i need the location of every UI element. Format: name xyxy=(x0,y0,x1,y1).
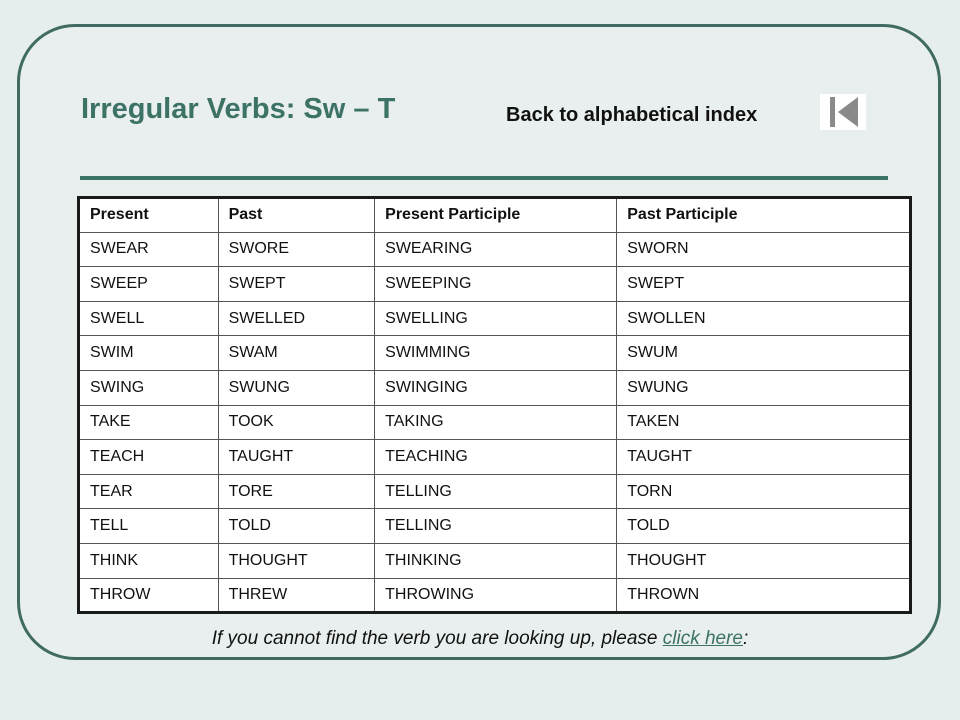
table-row xyxy=(79,474,911,509)
cell-past-participle: SWUM xyxy=(617,336,911,371)
cell-past: SWELLED xyxy=(218,301,375,336)
back-button[interactable] xyxy=(820,94,866,130)
cell-past-participle: SWUNG xyxy=(617,370,911,405)
cell-present: THROW xyxy=(79,578,219,613)
cell-past: SWUNG xyxy=(218,370,375,405)
table-row xyxy=(79,440,911,475)
cell-present: THINK xyxy=(79,543,219,578)
cell-past-participle: TAKEN xyxy=(617,405,911,440)
cell-past-participle: TORN xyxy=(617,474,911,509)
cell-present-participle: SWINGING xyxy=(375,370,617,405)
cell-present-participle: THROWING xyxy=(375,578,617,613)
page-title: Irregular Verbs: Sw – T xyxy=(81,93,396,125)
cell-present: SWELL xyxy=(79,301,219,336)
footer-colon: : xyxy=(743,628,749,649)
cell-past: THOUGHT xyxy=(218,543,375,578)
header-present-participle: Present Participle xyxy=(375,198,617,233)
cell-present: SWEEP xyxy=(79,267,219,302)
cell-present: SWIM xyxy=(79,336,219,371)
skip-to-start-icon xyxy=(820,94,866,130)
cell-past: TOOK xyxy=(218,405,375,440)
footer-text: If you cannot find the verb you are looking up, please xyxy=(211,628,663,649)
cell-past-participle: THROWN xyxy=(617,578,911,613)
table-body xyxy=(79,232,911,613)
cell-present-participle: TEACHING xyxy=(375,440,617,475)
table-row xyxy=(79,301,911,336)
back-to-index-link[interactable]: Back to alphabetical index xyxy=(506,104,758,126)
cell-present-participle: SWIMMING xyxy=(375,336,617,371)
cell-present: SWING xyxy=(79,370,219,405)
table-row xyxy=(79,232,911,267)
cell-past-participle: THOUGHT xyxy=(617,543,911,578)
cell-present: SWEAR xyxy=(79,232,219,267)
irregular-verbs-table xyxy=(77,196,912,614)
cell-present-participle: TAKING xyxy=(375,405,617,440)
cell-past: SWORE xyxy=(218,232,375,267)
cell-past: SWAM xyxy=(218,336,375,371)
table-row xyxy=(79,336,911,371)
header-past-participle: Past Participle xyxy=(617,198,911,233)
cell-past: TAUGHT xyxy=(218,440,375,475)
cell-past-participle: SWEPT xyxy=(617,267,911,302)
cell-past: TORE xyxy=(218,474,375,509)
cell-present-participle: TELLING xyxy=(375,509,617,544)
cell-past: SWEPT xyxy=(218,267,375,302)
cell-past-participle: TOLD xyxy=(617,509,911,544)
click-here-link[interactable]: click here xyxy=(662,628,743,649)
header-past: Past xyxy=(218,198,375,233)
cell-past: THREW xyxy=(218,578,375,613)
cell-present: TELL xyxy=(79,509,219,544)
table-header-row xyxy=(79,198,911,233)
cell-present-participle: SWELLING xyxy=(375,301,617,336)
cell-present: TAKE xyxy=(79,405,219,440)
cell-present-participle: THINKING xyxy=(375,543,617,578)
cell-present-participle: SWEARING xyxy=(375,232,617,267)
table-row xyxy=(79,509,911,544)
cell-present-participle: SWEEPING xyxy=(375,267,617,302)
table-row xyxy=(79,578,911,613)
table-row xyxy=(79,405,911,440)
table-row xyxy=(79,543,911,578)
title-divider xyxy=(80,176,888,180)
cell-present: TEACH xyxy=(79,440,219,475)
cell-past-participle: SWORN xyxy=(617,232,911,267)
header-present: Present xyxy=(79,198,219,233)
table-row xyxy=(79,370,911,405)
table-row xyxy=(79,267,911,302)
cell-present-participle: TELLING xyxy=(375,474,617,509)
cell-present: TEAR xyxy=(79,474,219,509)
cell-past-participle: SWOLLEN xyxy=(617,301,911,336)
footer-note xyxy=(0,628,960,650)
cell-past: TOLD xyxy=(218,509,375,544)
cell-past-participle: TAUGHT xyxy=(617,440,911,475)
